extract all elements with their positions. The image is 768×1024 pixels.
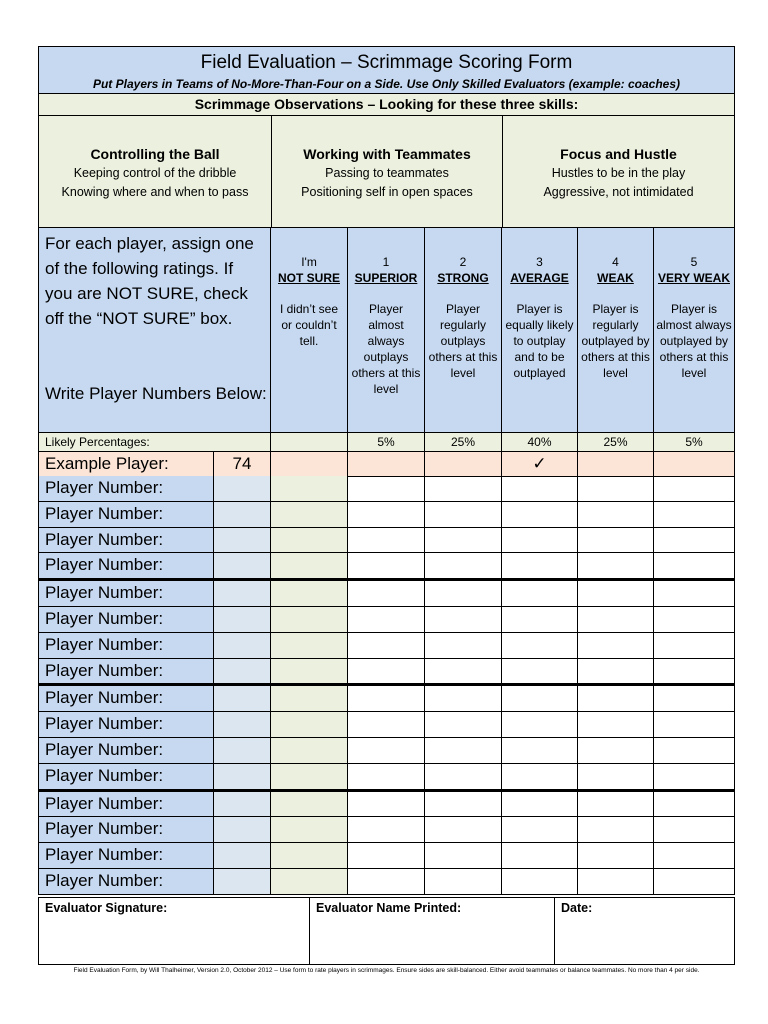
player-number-input[interactable] bbox=[214, 633, 271, 659]
rating-checkbox[interactable] bbox=[654, 502, 735, 528]
rating-label: NOT SURE bbox=[277, 271, 340, 285]
rating-label: STRONG bbox=[437, 271, 489, 285]
rating-checkbox[interactable] bbox=[654, 843, 735, 869]
skill-line: Passing to teammates bbox=[325, 166, 449, 180]
rating-checkbox[interactable] bbox=[654, 764, 735, 790]
percentages-label: Likely Percentages: bbox=[38, 432, 271, 452]
player-number-label: Player Number: bbox=[38, 869, 214, 895]
rating-checkbox[interactable] bbox=[654, 869, 735, 895]
player-number-label: Player Number: bbox=[38, 764, 214, 790]
rating-checkbox[interactable] bbox=[425, 712, 502, 738]
not-sure-checkbox[interactable] bbox=[271, 476, 348, 502]
not-sure-checkbox[interactable] bbox=[271, 553, 348, 579]
player-number-input[interactable] bbox=[214, 843, 271, 869]
player-number-label: Player Number: bbox=[38, 738, 214, 764]
rating-checkbox[interactable] bbox=[348, 764, 425, 790]
rating-checkbox[interactable] bbox=[425, 528, 502, 554]
rating-label: WEAK bbox=[597, 271, 634, 285]
player-number-label: Player Number: bbox=[38, 659, 214, 685]
skill-line: Keeping control of the dribble bbox=[73, 166, 237, 180]
rating-checkbox[interactable] bbox=[502, 633, 578, 659]
rating-checkbox[interactable] bbox=[425, 869, 502, 895]
player-number-input[interactable] bbox=[214, 581, 271, 607]
skill-line: Knowing where and when to pass bbox=[61, 185, 249, 199]
not-sure-checkbox[interactable] bbox=[271, 712, 348, 738]
evaluator-signature-field[interactable]: Evaluator Signature: bbox=[38, 897, 310, 965]
rating-checkbox[interactable] bbox=[578, 581, 654, 607]
footer-note: Field Evaluation Form, by Will Thalheimer, Version 2.0, October 2012 – Use form to rate players in scrimmages. Ensure sides are skill-balanced. Either avoid teammates or balance teammates. No more than 4 per side. bbox=[73, 967, 700, 974]
player-number-label: Player Number: bbox=[38, 502, 214, 528]
skill-line: Hustles to be in the play bbox=[551, 166, 686, 180]
rating-checkbox[interactable] bbox=[348, 528, 425, 554]
rating-checkbox[interactable] bbox=[502, 528, 578, 554]
rating-not-sure bbox=[271, 227, 348, 433]
instructions bbox=[38, 227, 271, 433]
percentage-cell: 5% bbox=[348, 432, 425, 452]
rating-checkbox[interactable] bbox=[425, 817, 502, 843]
rating-label: SUPERIOR bbox=[354, 271, 418, 285]
player-number-label: Player Number: bbox=[38, 792, 214, 818]
rating-checkbox[interactable] bbox=[654, 607, 735, 633]
form-title: Field Evaluation – Scrimmage Scoring Form bbox=[200, 52, 573, 73]
rating-checkbox[interactable] bbox=[502, 792, 578, 818]
rating-checkbox[interactable] bbox=[578, 792, 654, 818]
rating-checkbox[interactable] bbox=[425, 738, 502, 764]
not-sure-checkbox[interactable] bbox=[271, 633, 348, 659]
player-number-input[interactable] bbox=[214, 607, 271, 633]
skill-controlling-ball bbox=[39, 116, 272, 227]
percentage-cell: 25% bbox=[425, 432, 502, 452]
rating-number: 4 bbox=[612, 255, 619, 269]
rating-number: 1 bbox=[382, 255, 390, 269]
rating-checkbox[interactable] bbox=[578, 686, 654, 712]
rating-checkbox[interactable] bbox=[502, 659, 578, 685]
player-number-input[interactable] bbox=[214, 869, 271, 895]
player-number-label: Player Number: bbox=[38, 817, 214, 843]
example-cell bbox=[654, 451, 735, 477]
player-row bbox=[38, 476, 735, 502]
rating-checkbox[interactable] bbox=[578, 528, 654, 554]
rating-description: Player is almost always outplayed by others at this level bbox=[656, 302, 732, 380]
rating-1 bbox=[348, 227, 425, 433]
player-row bbox=[38, 790, 735, 818]
rating-checkbox[interactable] bbox=[502, 817, 578, 843]
rating-checkbox[interactable] bbox=[425, 843, 502, 869]
skill-title: Controlling the Ball bbox=[90, 146, 220, 162]
player-number-input[interactable] bbox=[214, 659, 271, 685]
rating-checkbox[interactable] bbox=[348, 686, 425, 712]
signature-row bbox=[38, 897, 735, 965]
rating-checkbox[interactable] bbox=[348, 712, 425, 738]
rating-checkbox[interactable] bbox=[425, 792, 502, 818]
percentage-cell bbox=[271, 432, 348, 452]
rating-checkbox[interactable] bbox=[502, 607, 578, 633]
rating-checkbox[interactable] bbox=[425, 659, 502, 685]
not-sure-checkbox[interactable] bbox=[271, 817, 348, 843]
rating-checkbox[interactable] bbox=[654, 817, 735, 843]
player-row bbox=[38, 869, 735, 895]
player-rows bbox=[38, 476, 735, 895]
player-row bbox=[38, 579, 735, 607]
player-number-input[interactable] bbox=[214, 553, 271, 579]
rating-number: I'm bbox=[301, 255, 317, 269]
rating-checkbox[interactable] bbox=[425, 476, 502, 502]
rating-checkbox[interactable] bbox=[578, 607, 654, 633]
rating-checkbox[interactable] bbox=[502, 553, 578, 579]
ratings-header bbox=[38, 227, 735, 433]
example-number: 74 bbox=[214, 451, 271, 477]
rating-number: 3 bbox=[536, 255, 543, 269]
observations-heading: Scrimmage Observations – Looking for these three skills: bbox=[38, 93, 735, 116]
example-row bbox=[38, 451, 735, 477]
rating-checkbox[interactable] bbox=[502, 764, 578, 790]
instructions-text: For each player, assign one of the following ratings. If you are NOT SURE, check off the “NOT SURE” box. bbox=[45, 234, 254, 328]
not-sure-checkbox[interactable] bbox=[271, 686, 348, 712]
date-field[interactable]: Date: bbox=[555, 897, 735, 965]
rating-label: AVERAGE bbox=[510, 271, 569, 285]
not-sure-checkbox[interactable] bbox=[271, 581, 348, 607]
rating-checkbox[interactable] bbox=[578, 476, 654, 502]
rating-checkbox[interactable] bbox=[348, 476, 425, 502]
rating-checkbox[interactable] bbox=[578, 738, 654, 764]
player-row bbox=[38, 712, 735, 738]
skill-focus-hustle bbox=[503, 116, 734, 227]
header bbox=[38, 46, 735, 94]
rating-checkbox[interactable] bbox=[502, 869, 578, 895]
rating-checkbox[interactable] bbox=[654, 528, 735, 554]
player-number-input[interactable] bbox=[214, 712, 271, 738]
example-cell bbox=[578, 451, 654, 477]
player-row bbox=[38, 659, 735, 685]
player-row bbox=[38, 502, 735, 528]
example-cell bbox=[425, 451, 502, 477]
rating-checkbox[interactable] bbox=[348, 792, 425, 818]
rating-number: 2 bbox=[459, 255, 467, 269]
rating-checkbox[interactable] bbox=[348, 633, 425, 659]
player-number-label: Player Number: bbox=[38, 633, 214, 659]
rating-checkbox[interactable] bbox=[654, 712, 735, 738]
not-sure-checkbox[interactable] bbox=[271, 659, 348, 685]
example-cell bbox=[348, 451, 425, 477]
rating-checkbox[interactable] bbox=[425, 581, 502, 607]
example-cell bbox=[271, 451, 348, 477]
player-number-label: Player Number: bbox=[38, 843, 214, 869]
player-row bbox=[38, 817, 735, 843]
not-sure-checkbox[interactable] bbox=[271, 502, 348, 528]
rating-checkbox[interactable] bbox=[578, 843, 654, 869]
rating-checkbox[interactable] bbox=[502, 712, 578, 738]
rating-checkbox[interactable] bbox=[425, 553, 502, 579]
rating-checkbox[interactable] bbox=[654, 659, 735, 685]
rating-checkbox[interactable] bbox=[348, 738, 425, 764]
rating-checkbox[interactable] bbox=[578, 817, 654, 843]
rating-checkbox[interactable] bbox=[654, 553, 735, 579]
player-row bbox=[38, 684, 735, 712]
rating-checkbox[interactable] bbox=[348, 607, 425, 633]
form-subtitle: Put Players in Teams of No-More-Than-Four on a Side. Use Only Skilled Evaluators (example: coaches) bbox=[92, 77, 681, 91]
rating-checkbox[interactable] bbox=[654, 738, 735, 764]
rating-2 bbox=[425, 227, 502, 433]
rating-checkbox[interactable] bbox=[502, 738, 578, 764]
player-number-input[interactable] bbox=[214, 476, 271, 502]
example-label: Example Player: bbox=[38, 451, 214, 477]
player-number-input[interactable] bbox=[214, 764, 271, 790]
rating-checkbox[interactable] bbox=[348, 553, 425, 579]
rating-checkbox[interactable] bbox=[348, 502, 425, 528]
write-numbers-text: Write Player Numbers Below: bbox=[45, 384, 267, 403]
rating-description: Player is equally likely to outplay and to be outplayed bbox=[505, 302, 574, 380]
skill-line: Aggressive, not intimidated bbox=[543, 185, 694, 199]
rating-checkbox[interactable] bbox=[654, 686, 735, 712]
player-number-label: Player Number: bbox=[38, 712, 214, 738]
player-number-input[interactable] bbox=[214, 502, 271, 528]
rating-checkbox[interactable] bbox=[502, 843, 578, 869]
rating-checkbox[interactable] bbox=[654, 581, 735, 607]
rating-checkbox[interactable] bbox=[502, 686, 578, 712]
rating-checkbox[interactable] bbox=[654, 792, 735, 818]
rating-checkbox[interactable] bbox=[348, 817, 425, 843]
rating-checkbox[interactable] bbox=[425, 764, 502, 790]
rating-number: 5 bbox=[690, 255, 698, 269]
player-row bbox=[38, 607, 735, 633]
player-number-label: Player Number: bbox=[38, 476, 214, 502]
player-row bbox=[38, 528, 735, 554]
rating-checkbox[interactable] bbox=[578, 712, 654, 738]
not-sure-checkbox[interactable] bbox=[271, 738, 348, 764]
player-number-label: Player Number: bbox=[38, 607, 214, 633]
not-sure-checkbox[interactable] bbox=[271, 792, 348, 818]
rating-checkbox[interactable] bbox=[654, 476, 735, 502]
not-sure-checkbox[interactable] bbox=[271, 528, 348, 554]
rating-checkbox[interactable] bbox=[654, 633, 735, 659]
player-row bbox=[38, 843, 735, 869]
evaluator-name-field[interactable]: Evaluator Name Printed: bbox=[310, 897, 555, 965]
rating-checkbox[interactable] bbox=[348, 869, 425, 895]
rating-checkbox[interactable] bbox=[578, 659, 654, 685]
player-row bbox=[38, 553, 735, 579]
skill-title: Focus and Hustle bbox=[560, 146, 677, 162]
rating-checkbox[interactable] bbox=[578, 633, 654, 659]
player-number-input[interactable] bbox=[214, 792, 271, 818]
rating-checkbox[interactable] bbox=[348, 843, 425, 869]
rating-checkbox[interactable] bbox=[348, 581, 425, 607]
rating-checkbox[interactable] bbox=[578, 764, 654, 790]
skill-title: Working with Teammates bbox=[303, 146, 471, 162]
skill-line: Positioning self in open spaces bbox=[301, 185, 473, 199]
not-sure-checkbox[interactable] bbox=[271, 607, 348, 633]
rating-checkbox[interactable] bbox=[425, 686, 502, 712]
rating-3 bbox=[502, 227, 578, 433]
player-row bbox=[38, 738, 735, 764]
example-check: ✓ bbox=[502, 451, 578, 477]
player-number-label: Player Number: bbox=[38, 686, 214, 712]
rating-description: Player is regularly outplayed by others at this level bbox=[581, 302, 650, 380]
rating-checkbox[interactable] bbox=[578, 553, 654, 579]
not-sure-checkbox[interactable] bbox=[271, 843, 348, 869]
player-number-input[interactable] bbox=[214, 686, 271, 712]
not-sure-checkbox[interactable] bbox=[271, 764, 348, 790]
player-number-input[interactable] bbox=[214, 738, 271, 764]
rating-description: Player almost always outplays others at this level bbox=[351, 302, 421, 396]
not-sure-checkbox[interactable] bbox=[271, 869, 348, 895]
percentage-cell: 5% bbox=[654, 432, 735, 452]
percentage-cell: 25% bbox=[578, 432, 654, 452]
rating-label: VERY WEAK bbox=[657, 271, 730, 285]
rating-4 bbox=[578, 227, 654, 433]
percentage-cell: 40% bbox=[502, 432, 578, 452]
player-row bbox=[38, 633, 735, 659]
player-number-label: Player Number: bbox=[38, 553, 214, 579]
rating-checkbox[interactable] bbox=[502, 476, 578, 502]
rating-description: I didn’t see or couldn’t tell. bbox=[279, 302, 339, 348]
skill-working-teammates bbox=[272, 116, 503, 227]
player-row bbox=[38, 764, 735, 790]
player-number-input[interactable] bbox=[214, 817, 271, 843]
rating-checkbox[interactable] bbox=[348, 659, 425, 685]
rating-5 bbox=[654, 227, 735, 433]
rating-checkbox[interactable] bbox=[425, 633, 502, 659]
percentages-row bbox=[38, 432, 735, 452]
player-number-input[interactable] bbox=[214, 528, 271, 554]
player-number-label: Player Number: bbox=[38, 528, 214, 554]
player-number-label: Player Number: bbox=[38, 581, 214, 607]
rating-checkbox[interactable] bbox=[502, 581, 578, 607]
rating-checkbox[interactable] bbox=[502, 502, 578, 528]
rating-checkbox[interactable] bbox=[425, 502, 502, 528]
rating-description: Player regularly outplays others at this level bbox=[428, 302, 498, 380]
rating-checkbox[interactable] bbox=[425, 607, 502, 633]
skills-row bbox=[38, 115, 735, 228]
rating-checkbox[interactable] bbox=[578, 869, 654, 895]
rating-checkbox[interactable] bbox=[578, 502, 654, 528]
